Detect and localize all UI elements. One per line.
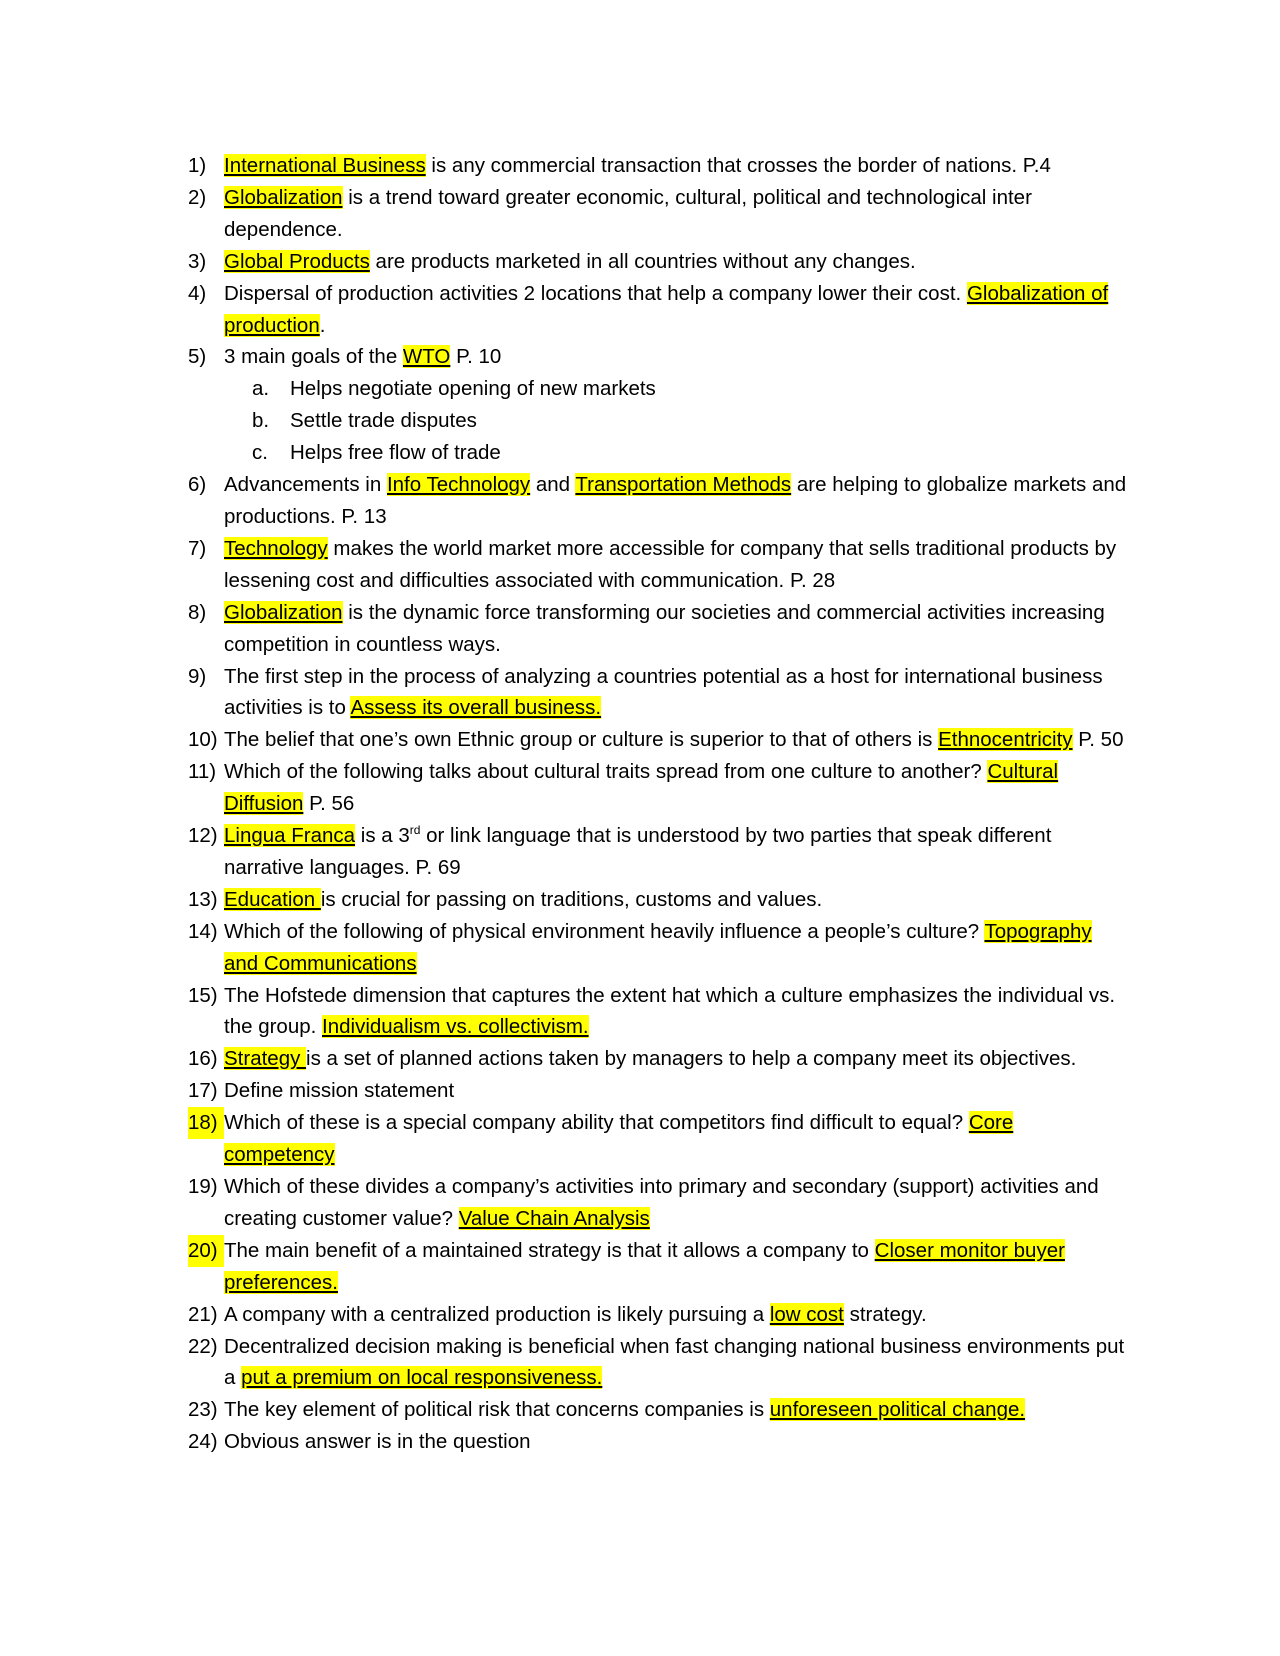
item-text [224,1235,1128,1299]
item-text [224,1331,1128,1395]
item-number: 15) [188,983,218,1007]
list-item [188,1235,1128,1299]
text-segment: is a 3 [355,824,410,848]
highlighted-answer: Ethnocentricity [938,728,1073,752]
item-number: 2) [188,185,207,209]
item-text [224,661,1128,725]
item-text [224,1075,1128,1107]
list-item [188,1394,1128,1426]
item-number: 10) [188,728,218,752]
list-item [188,533,1128,597]
text-segment: Dispersal of production activities 2 locations that help a company lower their cost. [224,281,967,305]
item-text [224,884,1128,916]
text-segment: 3 main goals of the [224,345,403,369]
list-item [188,1299,1128,1331]
sub-list-item [224,405,1128,437]
text-segment: Advancements in [224,473,387,497]
list-item [188,1331,1128,1395]
text-segment: Define mission statement [224,1079,455,1103]
item-number: 12) [188,824,218,848]
item-number: 9) [188,664,207,688]
list-item [188,1043,1128,1075]
text-segment: are products marketed in all countries without any changes. [369,249,916,273]
item-text [224,916,1128,980]
list-item [188,150,1128,182]
text-segment: is any commercial transaction that crosses the border of nations. P.4 [425,154,1051,177]
item-number: 6) [188,473,207,497]
item-number: 8) [188,600,207,624]
question-list [188,150,1128,1458]
item-number: 21) [188,1302,218,1326]
list-item [188,246,1128,278]
text-segment: The belief that one’s own Ethnic group or culture is superior to that of others is [224,728,939,752]
text-segment: . [319,313,326,337]
text-segment: Which of these is a special company ability that competitors find difficult to equal? [224,1111,969,1135]
item-text [224,1043,1128,1075]
item-number: 19) [188,1175,218,1198]
list-item [188,182,1128,246]
item-text [224,182,1128,246]
text-segment: P. 56 [303,792,355,816]
text-segment: P. 50 [1072,728,1124,752]
item-text [224,1426,1128,1458]
text-segment: Which of these divides a company’s activities into primary and secondary (support) activities and creating customer value? [224,1175,1099,1230]
highlighted-answer: WTO [402,345,451,369]
text-segment: The key element of political risk that concerns companies is [224,1398,770,1422]
highlighted-answer: Transportation Methods [575,473,792,497]
list-item [188,1171,1128,1235]
sub-list [224,373,1128,469]
text-segment: P. 10 [450,345,502,369]
item-text [224,1299,1128,1331]
item-text [224,724,1128,756]
list-item [188,278,1128,342]
item-text [224,980,1128,1044]
text-segment: is a set of planned actions taken by managers to help a company meet its objectives. [306,1047,1077,1071]
text-segment: is crucial for passing on traditions, customs and values. [320,887,823,911]
item-number: 13) [188,887,218,911]
text-segment: The main benefit of a maintained strategy is that it allows a company to [224,1238,875,1262]
sub-item-text: Helps negotiate opening of new markets [290,377,656,401]
list-item [188,884,1128,916]
list-item [188,756,1128,820]
text-segment: makes the world market more accessible for company that sells traditional products by lessening cost and difficulties associated with communication. P. 28 [224,536,1117,592]
item-text [224,150,1128,182]
highlighted-answer: Globalization of production [224,281,1109,337]
text-segment: or link language that is understood by two parties that speak different narrative languages. P. 69 [224,824,1052,879]
item-text [224,469,1128,533]
item-number: 3) [188,249,207,273]
item-number: 17) [188,1079,218,1103]
highlighted-answer: Cultural Diffusion [224,760,1059,816]
highlighted-answer: Individualism vs. collectivism. [322,1015,589,1039]
highlighted-answer: unforeseen political change. [769,1398,1026,1422]
item-number: 24) [188,1430,218,1454]
sub-list-item [224,373,1128,405]
highlighted-answer: International Business [224,154,426,177]
item-text [224,1394,1128,1426]
highlighted-answer: Education [224,887,321,911]
text-segment: Which of the following of physical environment heavily influence a people’s culture? [224,919,985,943]
text-segment: Obvious answer is in the question [224,1430,531,1454]
highlighted-answer: Strategy [224,1047,307,1071]
text-segment: The first step in the process of analyzing a countries potential as a host for international business activities is to [224,664,1103,720]
sub-item-letter: b. [252,409,270,433]
list-item [188,341,1128,469]
sub-item-letter: a. [252,377,270,401]
sub-item-text: Settle trade disputes [290,409,477,433]
text-segment: is a trend toward greater economic, cultural, political and technological inter dependence. [224,185,1032,241]
item-text [224,597,1128,661]
item-text [224,820,1128,884]
list-item [188,980,1128,1044]
text-segment: are helping to globalize markets and productions. P. 13 [224,473,1127,528]
text-segment: and [530,473,576,497]
list-item [188,1075,1128,1107]
item-number: 20) [188,1235,224,1267]
item-number: 22) [188,1334,218,1358]
item-number: 18) [188,1107,224,1139]
text-segment: strategy. [843,1302,927,1326]
highlighted-answer: Lingua Franca [224,824,356,848]
item-text [224,533,1128,597]
sub-item-text: Helps free flow of trade [290,441,501,465]
highlighted-answer: Globalization [224,185,343,209]
text-segment: Decentralized decision making is beneficial when fast changing national business environments put a [224,1334,1125,1390]
list-item [188,1107,1128,1171]
highlighted-answer: Assess its overall business. [350,696,602,720]
highlighted-answer: low cost [769,1302,844,1326]
highlighted-answer: Global Products [224,249,370,273]
highlighted-answer: Topography and Communications [224,919,1092,975]
highlighted-answer: Info Technology [386,473,531,497]
list-item [188,469,1128,533]
sub-list-item [224,437,1128,469]
list-item [188,597,1128,661]
highlighted-answer: Closer monitor buyer preferences. [224,1238,1065,1294]
item-text [224,341,1128,469]
list-item [188,916,1128,980]
highlighted-answer: Technology [224,536,328,560]
item-number: 16) [188,1047,218,1071]
item-number: 14) [188,919,218,943]
text-segment: The Hofstede dimension that captures the extent hat which a culture emphasizes the individual vs. the group. [224,983,1116,1039]
list-item [188,724,1128,756]
item-number: 7) [188,536,207,560]
highlighted-answer: Globalization [224,600,343,624]
item-number: 4) [188,281,207,305]
text-segment: rd [409,823,421,838]
item-number: 11) [188,760,217,784]
item-number: 5) [188,345,207,369]
item-text [224,1107,1128,1171]
item-text [224,756,1128,820]
list-item [188,820,1128,884]
item-text [224,278,1128,342]
text-segment: A company with a centralized production is likely pursuing a [224,1302,770,1326]
item-number: 23) [188,1398,218,1422]
item-number: 1) [188,154,207,177]
item-text [224,1171,1128,1235]
text-segment: is the dynamic force transforming our societies and commercial activities increasing competition in countless ways. [224,600,1105,656]
list-item [188,661,1128,725]
highlighted-answer: Core competency [224,1111,1014,1167]
list-item [188,1426,1128,1458]
sub-item-letter: c. [252,441,268,465]
highlighted-answer: Value Chain Analysis [458,1206,650,1230]
highlighted-answer: put a premium on local responsiveness. [241,1366,603,1390]
item-text [224,246,1128,278]
text-segment: Which of the following talks about cultural traits spread from one culture to another? [224,760,988,784]
